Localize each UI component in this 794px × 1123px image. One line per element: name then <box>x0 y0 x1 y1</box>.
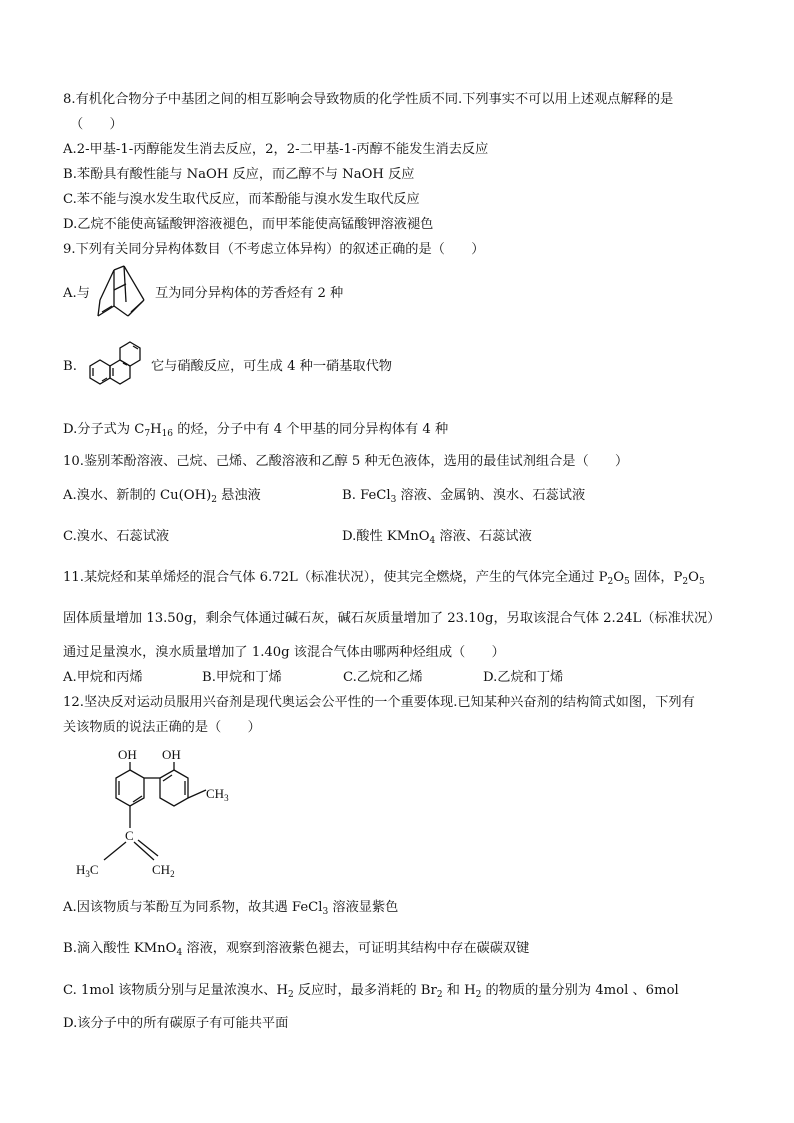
q12-c-mid2: 和 H <box>442 983 476 998</box>
q11-stem-line2: 固体质量增加 13.50g，剩余气体通过碱石灰，碱石灰质量增加了 23.10g，另取该混合气体 2.24L（标准状况） <box>63 611 721 626</box>
q11-l1-s1: 2 <box>607 577 614 587</box>
q11-option-c: C.乙烷和乙烯 <box>343 670 423 685</box>
q12-option-c <box>63 982 679 1000</box>
mol-c: C <box>125 828 134 843</box>
q9-d-text: 的烃，分子中有 4 个甲基的同分异构体有 4 种 <box>173 422 449 437</box>
q10-option-c: C.溴水、石蕊试液 <box>63 529 170 544</box>
q12-a-sub: 3 <box>322 907 329 917</box>
q9-stem: 9.下列有关同分异构体数目（不考虑立体异构）的叙述正确的是（ ） <box>63 242 485 257</box>
q12-stem-line1: 12.坚决反对运动员服用兴奋剂是现代奥运会公平性的一个重要体现.已知某种兴奋剂的结构简式如图，下列有 <box>63 695 695 710</box>
q10-b-sub: 3 <box>390 495 397 505</box>
q10-a-text: A.溴水、新制的 Cu(OH) <box>63 488 212 503</box>
mol-ch3 <box>206 786 229 803</box>
q8-answer-paren: （ ） <box>70 117 123 132</box>
q12-b-sub: 4 <box>176 948 183 958</box>
q11-l1-c: 固体，P <box>629 570 683 585</box>
q12-c-text: C. 1mol 该物质分别与足量浓溴水、H <box>63 983 288 998</box>
mol-ch2-sub: 2 <box>170 869 175 879</box>
q8-stem: 8.有机化合物分子中基团之间的相互影响会导致物质的化学性质不同.下列事实不可以用上述观点解释的是 <box>63 92 674 107</box>
mol-h3c-sub: 3 <box>85 869 90 879</box>
q11-option-a: A.甲烷和丙烯 <box>63 670 143 685</box>
q11-l1-s4: 5 <box>698 577 705 587</box>
q12-b-text: B.滴入酸性 KMnO <box>63 941 177 956</box>
q12-stem-line2: 关该物质的说法正确的是（ ） <box>63 720 261 735</box>
barrelene-structure-image <box>90 262 155 324</box>
q9-d-prefix: D.分子式为 C <box>63 422 145 437</box>
q9-b-text: 它与硝酸反应，可生成 4 种一硝基取代物 <box>151 359 392 374</box>
mol-oh-left: OH <box>118 747 137 762</box>
q11-l1-a: 11.某烷烃和某单烯烃的混合气体 6.72L（标准状况），使其完全燃烧，产生的气体完全通过 P <box>63 570 608 585</box>
q8-option-b: B.苯酚具有酸性能与 NaOH 反应，而乙醇不与 NaOH 反应 <box>63 167 415 182</box>
q9-d-sub2: 16 <box>161 429 174 439</box>
mol-ch3-text: CH <box>206 786 225 801</box>
q10-d-post: 溶液、石蕊试液 <box>435 529 532 544</box>
mol-ch2 <box>152 862 175 879</box>
q12-option-d: D.该分子中的所有碳原子有可能共平面 <box>63 1016 289 1031</box>
mol-oh-right: OH <box>162 747 181 762</box>
q12-option-b <box>63 940 529 958</box>
q12-option-a <box>63 899 398 917</box>
q9-a-prefix: A.与 <box>63 286 90 301</box>
q10-a-sub: 2 <box>211 495 217 505</box>
q10-d-text: D.酸性 KMnO <box>342 529 430 544</box>
q12-c-mid: 反应时，最多消耗的 Br <box>293 983 437 998</box>
q12-b-post: 溶液，观察到溶液紫色褪去，可证明其结构中存在碳碳双键 <box>182 941 530 956</box>
q10-a-post: 悬浊液 <box>216 488 261 503</box>
q9-option-b: B. <box>63 359 77 374</box>
q8-option-c: C.苯不能与溴水发生取代反应，而苯酚能与溴水发生取代反应 <box>63 192 420 207</box>
q12-c-sub2: 2 <box>436 990 443 1000</box>
q10-b-text: B. FeCl <box>342 488 391 503</box>
q10-b-post: 溶液、金属钠、溴水、石蕊试液 <box>396 488 586 503</box>
q10-option-b <box>342 487 585 505</box>
q9-option-d <box>63 421 448 439</box>
mol-h3c-h: H <box>76 862 86 877</box>
q12-c-sub1: 2 <box>288 990 294 1000</box>
q8-option-a: A.2-甲基-1-丙醇能发生消去反应，2，2-二甲基-1-丙醇不能发生消去反应 <box>63 142 489 157</box>
q9-option-a <box>63 285 90 303</box>
mol-h3c-c: C <box>89 862 99 877</box>
q11-l1-b: O <box>613 570 625 585</box>
q8-option-d: D.乙烷不能使高锰酸钾溶液褪色，而甲苯能使高锰酸钾溶液褪色 <box>63 217 434 232</box>
q11-l1-d: O <box>688 570 699 585</box>
mol-ch2-text: CH <box>152 862 171 877</box>
q11-stem-line1 <box>63 569 705 587</box>
q12-c-post: 的物质的量分别为 4mol 、6mol <box>481 983 679 998</box>
q10-option-d <box>342 528 532 546</box>
q10-option-a <box>63 487 261 505</box>
q10-stem: 10.鉴别苯酚溶液、己烷、己烯、乙酸溶液和乙醇 5 种无色液体，选用的最佳试剂组合是（ ） <box>63 454 629 469</box>
q11-stem-line3: 通过足量溴水，溴水质量增加了 1.40g 该混合气体由哪两种烃组成（ ） <box>63 645 505 660</box>
q11-option-b: B.甲烷和丁烯 <box>202 670 282 685</box>
mol-h3c <box>76 862 99 879</box>
q12-c-sub3: 2 <box>475 990 482 1000</box>
q11-option-d: D.乙烷和丁烯 <box>483 670 564 685</box>
q11-l1-s3: 2 <box>682 577 689 587</box>
q9-d-h: H <box>150 422 162 437</box>
q9-a-text: 互为同分异构体的芳香烃有 2 种 <box>155 286 344 301</box>
phenanthrene-structure-image <box>80 336 152 394</box>
stimulant-structure-image <box>72 742 242 882</box>
q9-d-sub1: 7 <box>144 429 151 439</box>
q12-a-post: 溶液显紫色 <box>328 900 399 915</box>
q11-l1-s2: 5 <box>624 577 630 587</box>
q10-d-sub: 4 <box>429 536 436 546</box>
mol-ch3-sub: 3 <box>224 793 229 803</box>
q12-a-text: A.因该物质与苯酚互为同系物，故其遇 FeCl <box>63 900 323 915</box>
